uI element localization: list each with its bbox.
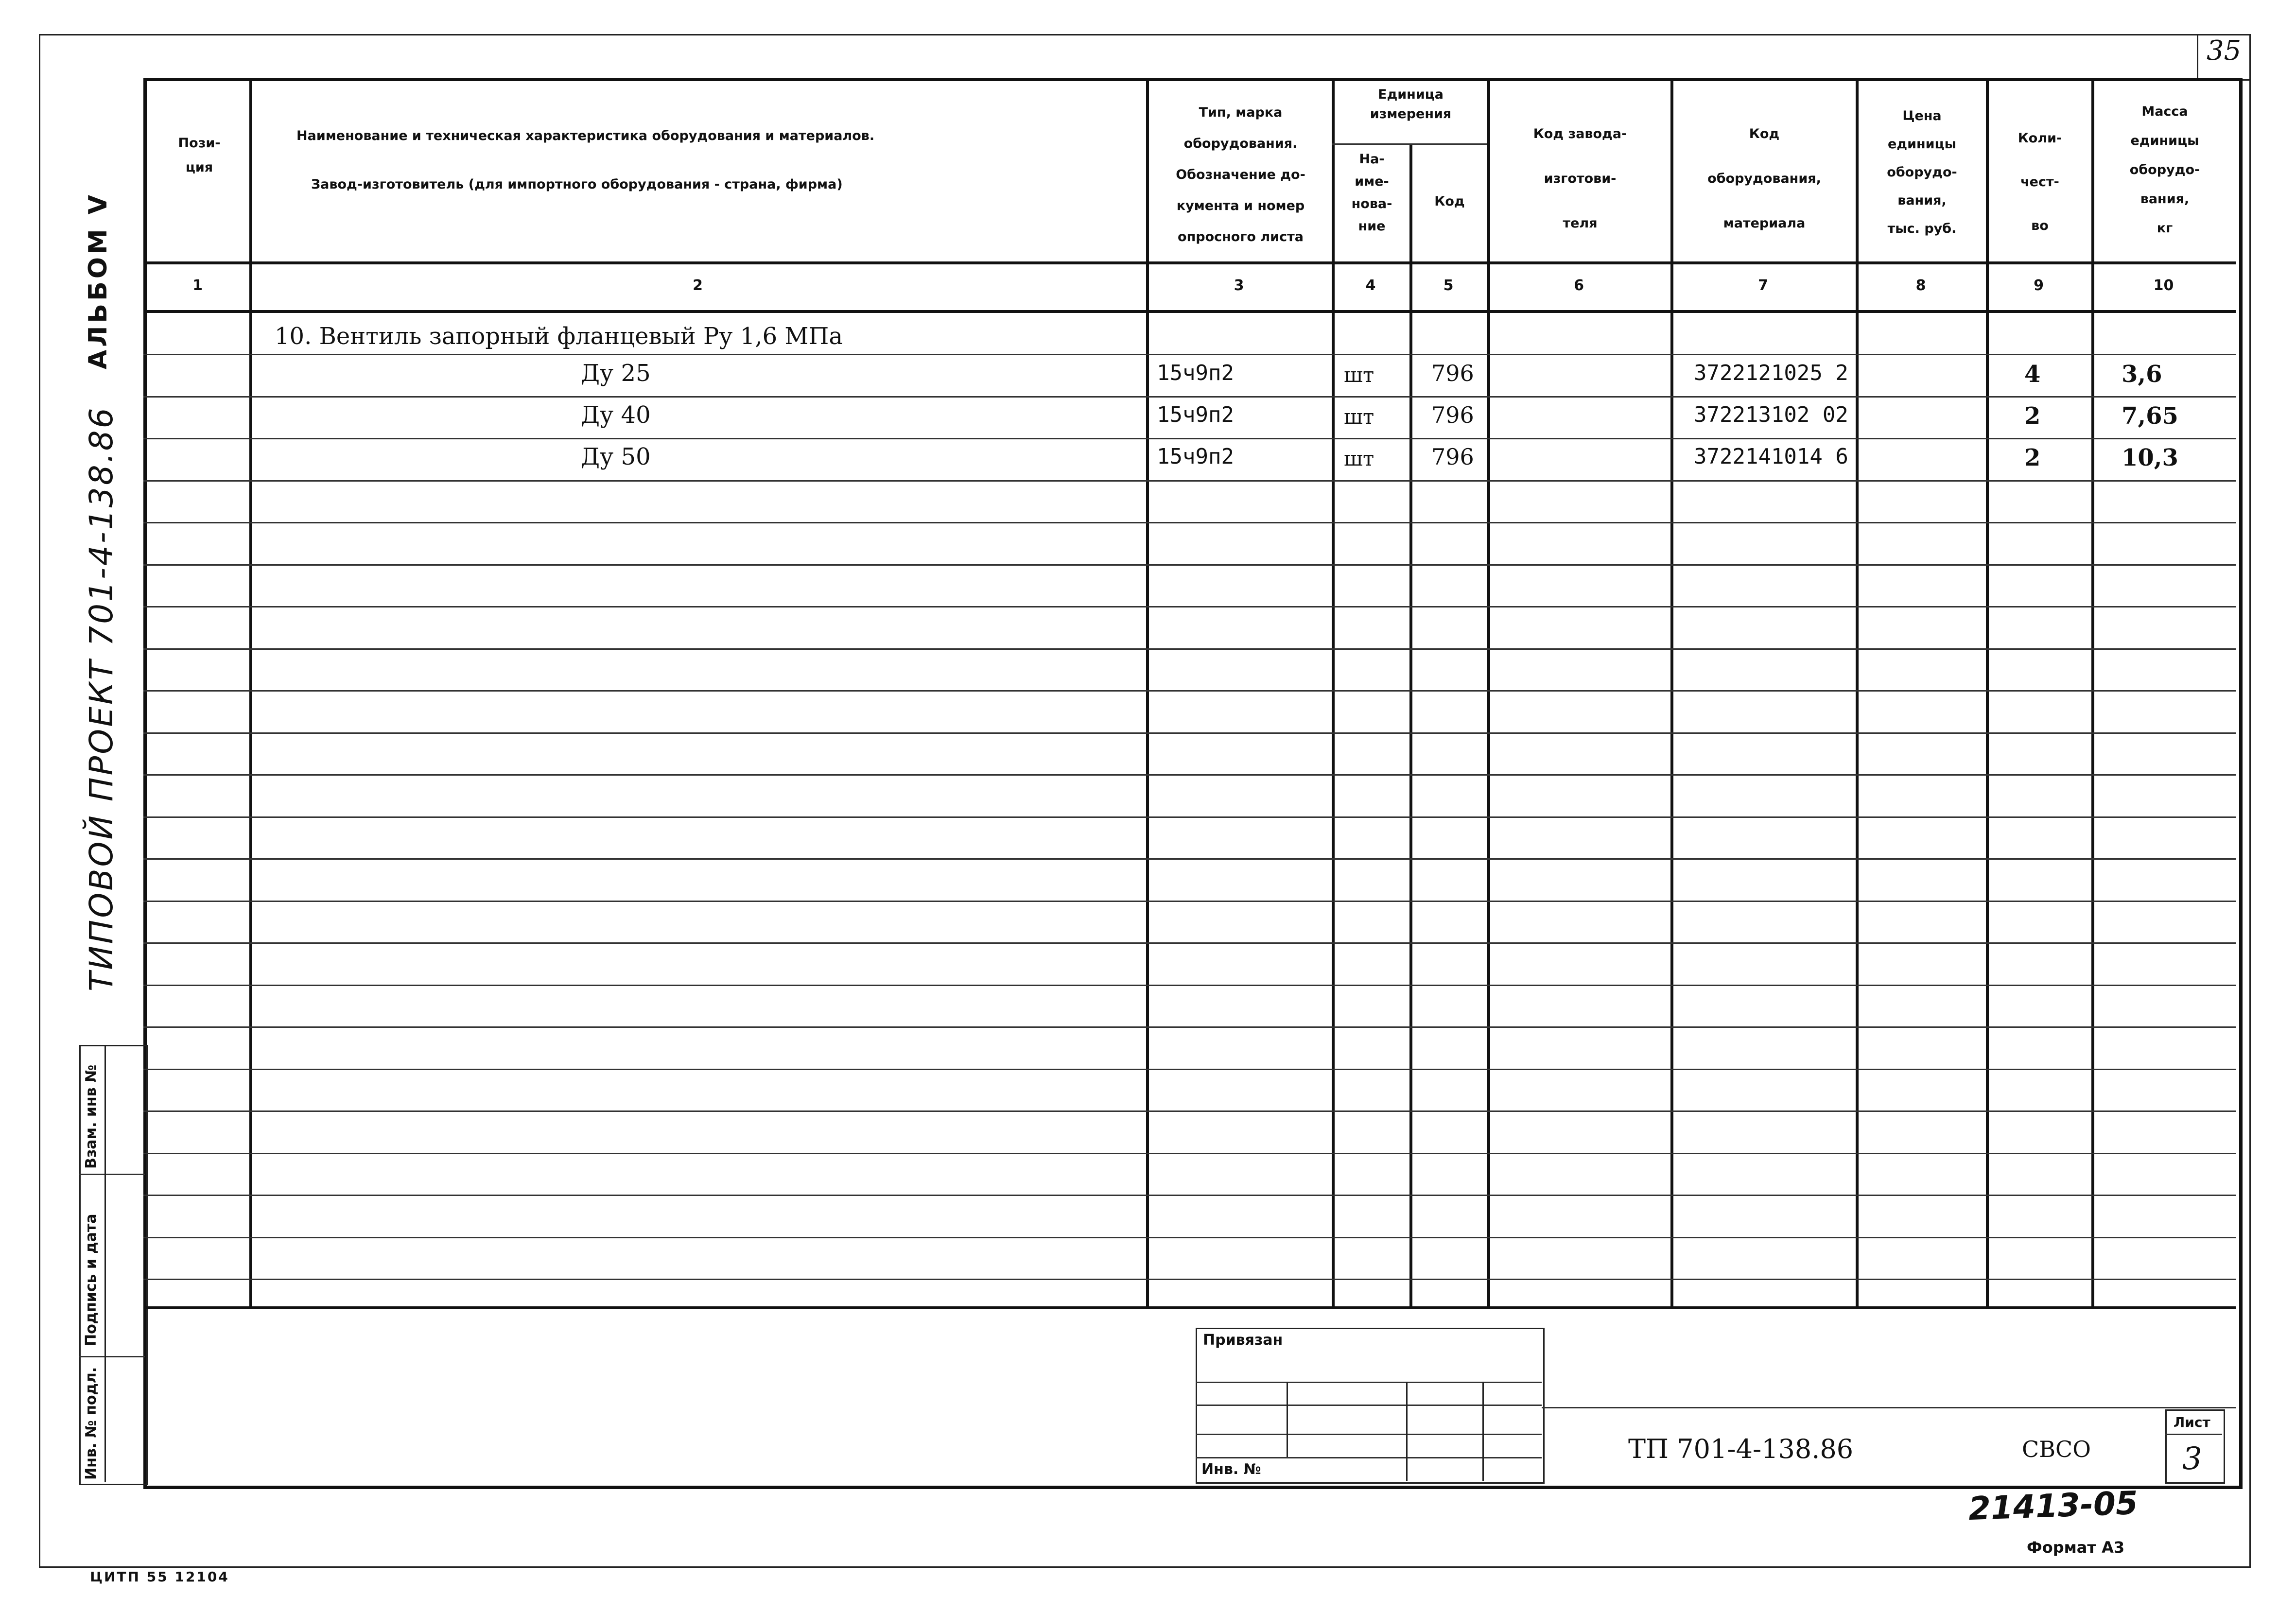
row-mass: 3,6 (2122, 361, 2162, 388)
side-stamp-divider (104, 1045, 106, 1482)
colnum-bottom-line (143, 310, 2236, 313)
row-name: Ду 50 (581, 443, 651, 470)
table-row-line (143, 564, 2236, 566)
table-row-line (143, 1110, 2236, 1112)
linked-label: Привязан (1203, 1332, 1283, 1349)
colnum-8: 8 (1915, 277, 1926, 294)
header-type: Тип, марка оборудования. Обозначение до- кумента и номер опросного листа (1176, 105, 1305, 244)
colnum-7: 7 (1758, 277, 1768, 294)
row-mass: 10,3 (2122, 444, 2178, 471)
stamp-signature-date: Подпись и дата (83, 1214, 100, 1346)
album-title: АЛЬБОМ V (84, 191, 113, 369)
table-row-line (143, 1069, 2236, 1070)
table-row-line (143, 480, 2236, 482)
table-row-line (143, 606, 2236, 607)
table-row-line (143, 690, 2236, 692)
unit-group-divider (1332, 143, 1487, 145)
table-row-line (143, 522, 2236, 523)
row-unit-code: 796 (1431, 444, 1474, 470)
row-equip-code: 3722141014 6 (1694, 444, 1848, 469)
doc-code: ТП 701-4-138.86 (1628, 1434, 1854, 1464)
row-type: 15ч9п2 (1157, 402, 1234, 427)
linked-grid-line (1196, 1382, 1542, 1383)
table-row-line (143, 354, 2236, 355)
row-mass: 7,65 (2122, 402, 2178, 430)
row-name: Ду 25 (581, 360, 651, 387)
side-stamp-divider (79, 1356, 145, 1357)
print-code: ЦИТП 55 12104 (90, 1569, 229, 1585)
row-group-title: 10. Вентиль запорный фланцевый Ру 1,6 МПа (275, 323, 843, 350)
header-equip-code: Код оборудования, материала (1707, 126, 1821, 231)
table-bottom-line (143, 1306, 2236, 1309)
table-row-line (143, 438, 2236, 439)
sheet-number: 3 (2182, 1441, 2202, 1477)
header-unit-group: Единица измерения (1370, 87, 1452, 121)
section-code: СВСО (2022, 1436, 2091, 1462)
header-position: Пози- ция (178, 136, 221, 175)
header-bottom-line (143, 261, 2236, 264)
table-row-line (143, 648, 2236, 650)
format-label: Формат А3 (2027, 1538, 2125, 1557)
table-row-line (143, 942, 2236, 944)
colnum-2: 2 (693, 277, 703, 294)
stamp-inv-replace: Взам. инв № (83, 1064, 100, 1169)
row-qty: 2 (2024, 444, 2041, 471)
table-row-line (143, 816, 2236, 818)
header-name-line1: Наименование и техническая характеристика оборудования и материалов. (296, 128, 875, 143)
colnum-1: 1 (192, 277, 203, 294)
linked-grid-line (1482, 1382, 1484, 1481)
linked-grid-line (1196, 1457, 1542, 1458)
row-qty: 2 (2024, 402, 2041, 430)
row-equip-code: 372213102 02 (1694, 402, 1848, 427)
sheet-corner-number: 35 (2207, 35, 2242, 67)
project-title: ТИПОВОЙ ПРОЕКТ 701-4-138.86 (83, 406, 120, 991)
table-row-line (143, 901, 2236, 902)
linked-grid-line (1196, 1434, 1542, 1435)
row-equip-code: 3722121025 2 (1694, 361, 1848, 385)
colnum-10: 10 (2153, 277, 2174, 294)
header-mass: Масса единицы оборудо- вания, кг (2129, 104, 2200, 236)
header-unit-name: На- име- нова- ние (1351, 152, 1392, 234)
colnum-9: 9 (2034, 277, 2044, 294)
row-unit: шт (1344, 447, 1374, 470)
table-row-line (143, 858, 2236, 860)
header-price: Цена единицы оборудо- вания, тыс. руб. (1887, 108, 1957, 236)
table-row-line (143, 985, 2236, 986)
colnum-6: 6 (1574, 277, 1584, 294)
linked-grid-line (1287, 1382, 1288, 1457)
linked-grid-line (1406, 1382, 1408, 1481)
row-unit: шт (1344, 363, 1374, 387)
row-qty: 4 (2024, 361, 2041, 388)
table-row-line (143, 732, 2236, 734)
side-stamp-divider (79, 1174, 145, 1175)
inv-label: Инв. № (1201, 1461, 1261, 1478)
linked-grid-line (1196, 1405, 1542, 1406)
sheet-number-divider (2165, 1434, 2222, 1435)
row-unit: шт (1344, 405, 1374, 429)
col-line (1409, 143, 1412, 1307)
row-unit-code: 796 (1431, 360, 1474, 386)
header-unit-code: Код (1434, 194, 1465, 209)
row-type: 15ч9п2 (1157, 361, 1234, 385)
table-row-line (143, 1153, 2236, 1154)
stamp-top-line (1542, 1407, 2236, 1408)
header-qty: Коли- чест- во (2018, 131, 2062, 233)
table-row-line (143, 1195, 2236, 1196)
table-row-line (143, 1279, 2236, 1280)
table-row-line (143, 774, 2236, 776)
table-row-line (143, 396, 2236, 398)
header-maker-code: Код завода- изготови- теля (1533, 126, 1627, 231)
table-row-line (143, 1237, 2236, 1238)
colnum-5: 5 (1443, 277, 1454, 294)
sheet-label: Лист (2174, 1414, 2210, 1430)
table-row-line (143, 1026, 2236, 1028)
stamp-inv-original: Инв. № подл. (83, 1367, 100, 1480)
row-name: Ду 40 (581, 401, 651, 429)
header-name-line2: Завод-изготовитель (для импортного оборудования - страна, фирма) (311, 177, 843, 192)
archive-number: 21413-05 (1967, 1484, 2139, 1528)
row-unit-code: 796 (1431, 402, 1474, 428)
colnum-4: 4 (1365, 277, 1376, 294)
row-type: 15ч9п2 (1157, 444, 1234, 469)
colnum-3: 3 (1234, 277, 1244, 294)
